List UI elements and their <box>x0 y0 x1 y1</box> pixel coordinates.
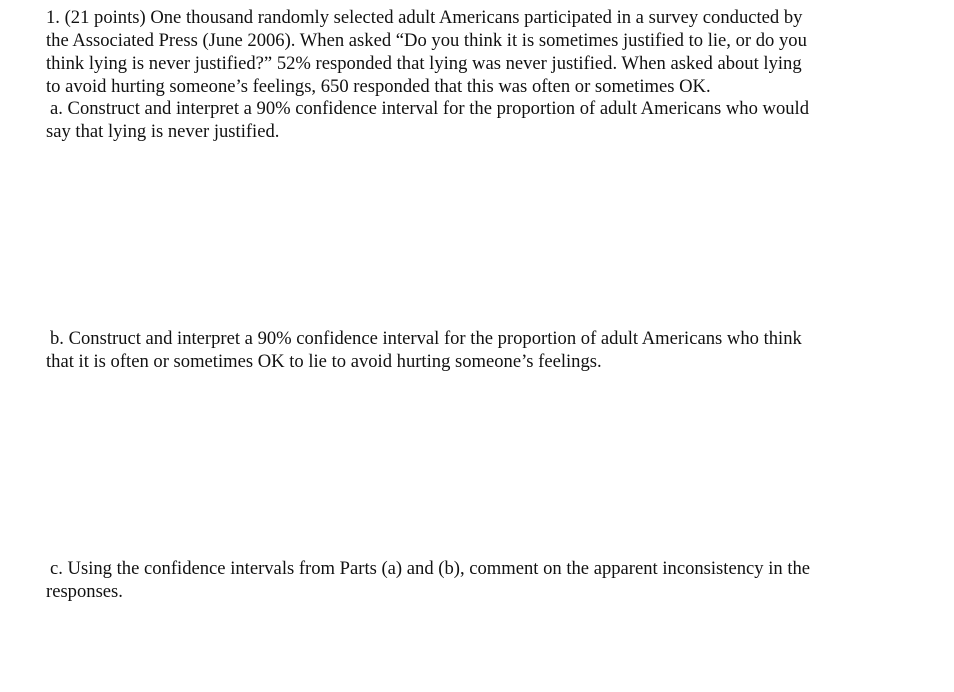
part-a-line-2: say that lying is never justified. <box>46 121 280 142</box>
intro-line-1: 1. (21 points) One thousand randomly selected adult Americans participated in a survey conducted by <box>46 7 803 28</box>
intro-line-3: think lying is never justified?” 52% responded that lying was never justified. When asked about lying <box>46 53 802 74</box>
intro-line-2: the Associated Press (June 2006). When asked “Do you think it is sometimes justified to lie, or do you <box>46 30 807 51</box>
intro-line-4: to avoid hurting someone’s feelings, 650 responded that this was often or sometimes OK. <box>46 76 711 97</box>
part-c-line-2: responses. <box>46 581 123 602</box>
part-b-line-2: that it is often or sometimes OK to lie to avoid hurting someone’s feelings. <box>46 351 602 372</box>
part-c-line-1: c. Using the confidence intervals from Parts (a) and (b), comment on the apparent inconsistency in the <box>50 558 811 579</box>
part-a-line-1: a. Construct and interpret a 90% confidence interval for the proportion of adult Americans who would <box>50 98 810 119</box>
part-b-line-1: b. Construct and interpret a 90% confidence interval for the proportion of adult Americans who think <box>50 328 802 349</box>
